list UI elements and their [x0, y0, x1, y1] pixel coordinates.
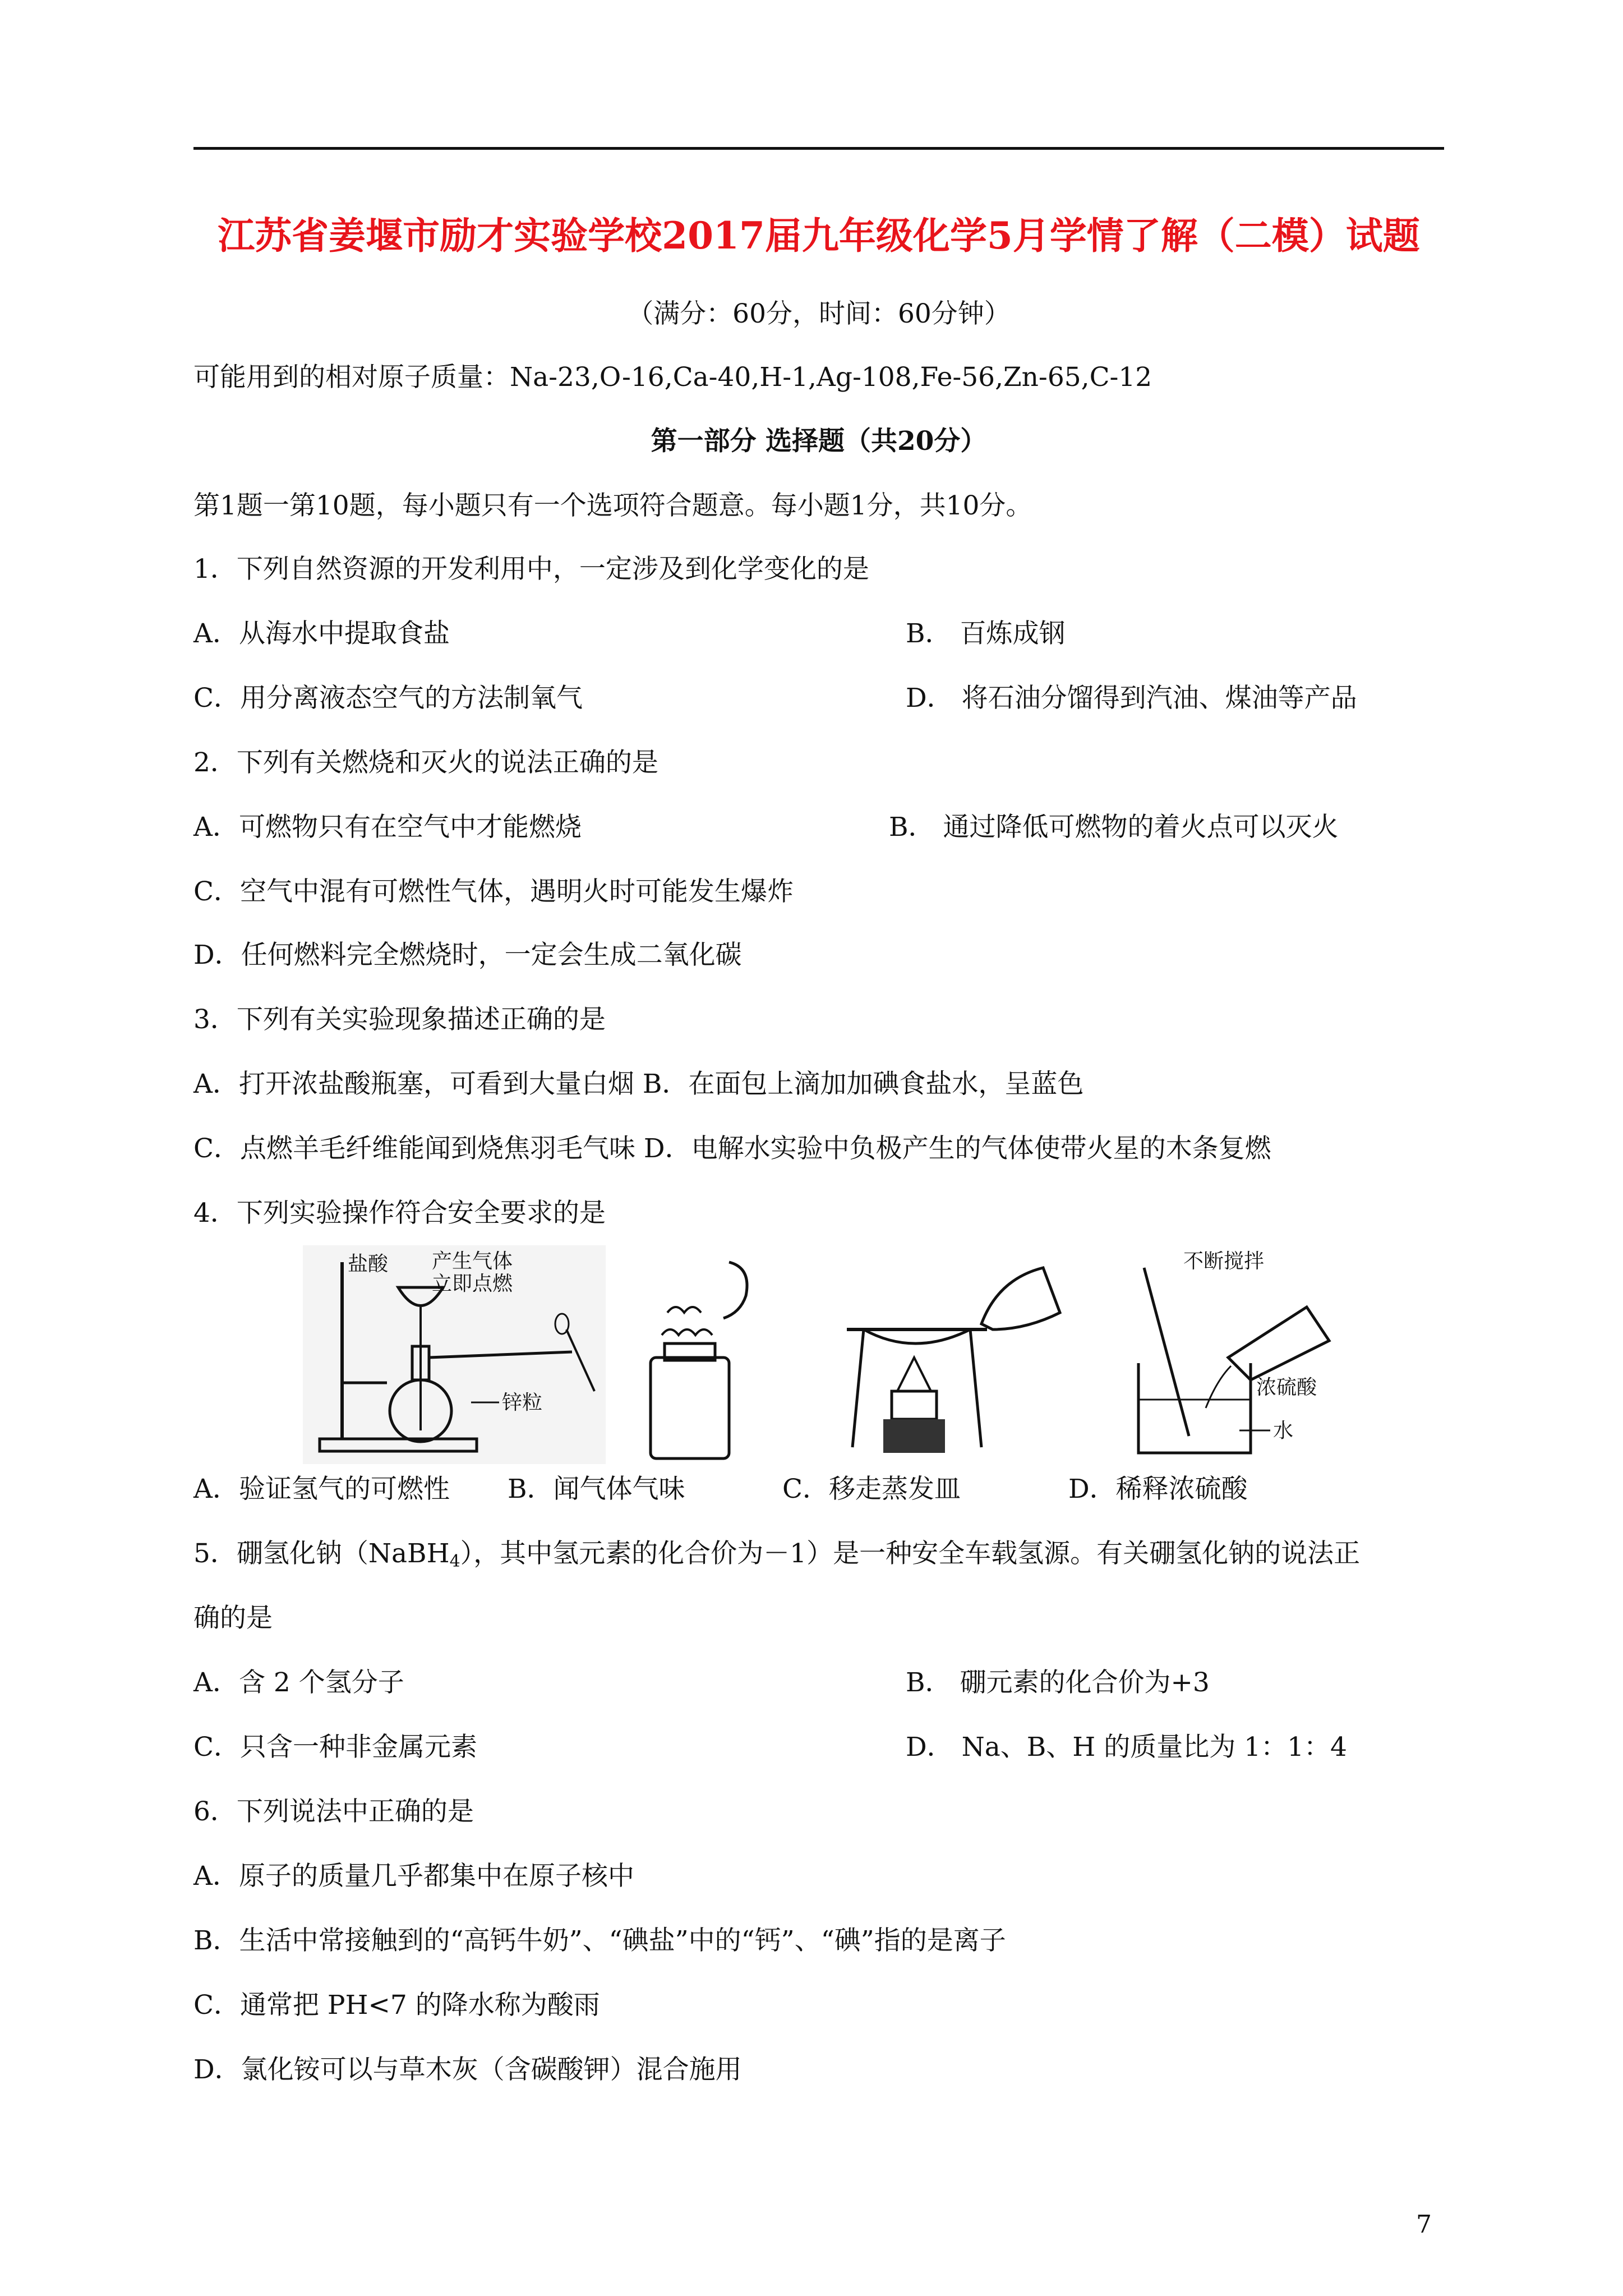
q5-stem-pre: 5．硼氢化钠（NaBH [193, 1538, 450, 1569]
label-water: 水 [1273, 1419, 1294, 1442]
q5-options-ab [193, 1666, 1444, 1700]
q5-option-d: D． Na、B、H 的质量比为 1：1：4 [906, 1732, 1347, 1763]
q3-options-cd: C．点燃羊毛纤维能闻到烧焦羽毛气味 D．电解水实验中负极产生的气体使带火星的木条复燃 [193, 1133, 1271, 1164]
q2-option-a: A．可燃物只有在空气中才能燃烧 [193, 812, 582, 843]
label-gas-produced: 产生气体 [432, 1250, 513, 1273]
label-ignite-immediately: 立即点燃 [432, 1272, 513, 1295]
q2-options-ab [193, 811, 1444, 844]
atomic-masses: 可能用到的相对原子质量：Na-23,O-16,Ca-40,H-1,Ag-108,Fe-56,Zn-65,C-12 [193, 362, 1152, 393]
label-hydrochloric-acid: 盐酸 [348, 1253, 389, 1276]
figure-evaporating-dish [830, 1245, 1066, 1464]
q6-option-b: B．生活中常接触到的“高钙牛奶”、“碘盐”中的“钙”、“碘”指的是离子 [193, 1925, 1006, 1956]
q4-option-d: D．稀释浓硫酸 [1068, 1474, 1248, 1504]
exam-subtitle: （满分：60分，时间：60分钟） [627, 298, 1011, 329]
label-keep-stirring: 不断搅拌 [1183, 1250, 1265, 1273]
q5-stem-sub: 4 [449, 1552, 460, 1571]
q3-stem: 3．下列有关实验现象描述正确的是 [193, 1004, 606, 1035]
q1-option-b: B． 百炼成钢 [906, 618, 1066, 649]
q4-figures [292, 1245, 1357, 1464]
q2-option-d: D．任何燃料完全燃烧时，一定会生成二氧化碳 [193, 940, 742, 970]
q2-stem: 2．下列有关燃烧和灭火的说法正确的是 [193, 747, 658, 778]
q5-stem-post: ），其中氢元素的化合价为－1）是一种安全车载氢源。有关硼氢化钠的说法正 [460, 1538, 1361, 1569]
q1-options-ab [193, 617, 1444, 651]
q1-option-d: D． 将石油分馏得到汽油、煤油等产品 [906, 683, 1357, 714]
q6-option-d: D．氯化铵可以与草木灰（含碳酸钾）混合施用 [193, 2054, 742, 2085]
exam-title: 江苏省姜堰市励才实验学校2017届九年级化学5月学情了解（二模）试题 [218, 214, 1420, 257]
q5-options-cd [193, 1731, 1444, 1764]
q5-stem-cont: 确的是 [193, 1603, 273, 1634]
q5-option-a: A．含 2 个氢分子 [193, 1667, 404, 1698]
q4-option-c: C．移走蒸发皿 [782, 1474, 961, 1504]
q1-stem: 1．下列自然资源的开发利用中，一定涉及到化学变化的是 [193, 554, 869, 585]
q2-option-c: C．空气中混有可燃性气体，遇明火时可能发生爆炸 [193, 876, 794, 907]
q6-option-c: C．通常把 PH<7 的降水称为酸雨 [193, 1990, 600, 2021]
q4-options [193, 1473, 1444, 1506]
q1-option-a: A．从海水中提取食盐 [193, 618, 450, 649]
q2-option-b: B． 通过降低可燃物的着火点可以灭火 [889, 812, 1339, 843]
header-rule [193, 147, 1444, 150]
figure-dilute-acid [1122, 1245, 1346, 1464]
q5-option-b: B． 硼元素的化合价为+3 [906, 1667, 1210, 1698]
q5-option-c: C．只含一种非金属元素 [193, 1732, 477, 1763]
q6-option-a: A．原子的质量几乎都集中在原子核中 [193, 1861, 634, 1892]
q1-options-cd [193, 682, 1444, 715]
q4-option-b: B．闻气体气味 [508, 1474, 685, 1504]
page-number: 7 [1416, 2210, 1432, 2239]
instructions: 第1题一第10题，每小题只有一个选项符合题意。每小题1分，共10分。 [193, 490, 1032, 521]
label-conc-sulfuric-acid: 浓硫酸 [1256, 1376, 1317, 1399]
part1-heading: 第一部分 选择题（共20分） [651, 426, 987, 457]
q5-stem [193, 1537, 1360, 1579]
q1-option-c: C．用分离液态空气的方法制氧气 [193, 683, 583, 714]
figure-smell-gas [639, 1245, 768, 1464]
q6-stem: 6．下列说法中正确的是 [193, 1796, 474, 1827]
q4-stem: 4．下列实验操作符合安全要求的是 [193, 1198, 606, 1228]
label-zinc-granules: 锌粒 [502, 1391, 543, 1414]
q3-options-ab: A．打开浓盐酸瓶塞，可看到大量白烟 B．在面包上滴加加碘食盐水，呈蓝色 [193, 1069, 1084, 1099]
q4-option-a: A．验证氢气的可燃性 [193, 1474, 450, 1504]
figure-hydrogen-apparatus [303, 1245, 606, 1464]
